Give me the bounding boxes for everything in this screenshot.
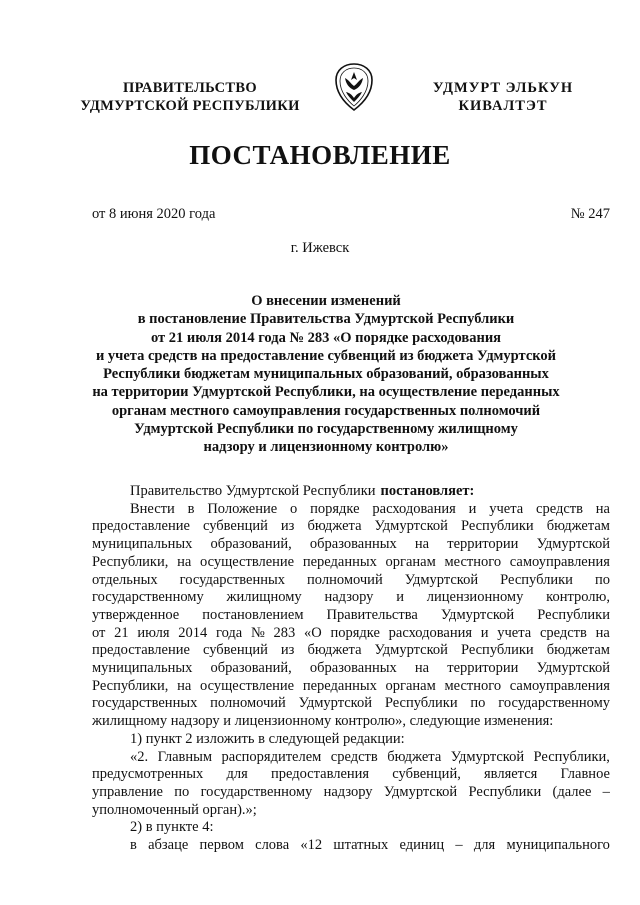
word: по	[594, 571, 610, 588]
body-line	[92, 660, 610, 678]
word: субвенций	[202, 518, 268, 535]
word: Удмуртской	[383, 783, 458, 800]
word: осуществление	[199, 553, 295, 570]
quote-line	[92, 766, 610, 784]
word: на	[595, 500, 610, 517]
word: государственному	[200, 783, 313, 800]
word: на	[177, 553, 192, 570]
intro-verb: постановляет:	[380, 483, 475, 499]
word: Положение	[207, 500, 278, 517]
word: по	[174, 783, 190, 800]
word: надзору	[323, 783, 373, 800]
word: года	[215, 624, 243, 641]
header-left-line1: ПРАВИТЕЛЬСТВО	[123, 80, 257, 96]
word: и	[480, 624, 489, 641]
word: субвенций,	[392, 766, 461, 783]
word: осуществление	[199, 677, 295, 694]
word: абзаце	[148, 837, 189, 854]
body-intro	[92, 483, 610, 501]
word: 283	[273, 624, 296, 641]
word: постановлением	[202, 606, 304, 623]
subject-line: О внесении изменений	[251, 293, 401, 309]
word: Удмуртской	[536, 536, 610, 553]
word: является	[484, 766, 538, 783]
word: местного	[444, 677, 502, 694]
word: на	[177, 677, 192, 694]
word: управление	[92, 783, 163, 800]
word: Удмуртской	[374, 642, 448, 659]
word: бюджетам	[546, 642, 610, 659]
word: Удмуртской	[536, 660, 610, 677]
word: государственных	[92, 695, 198, 712]
word: государственному	[92, 589, 204, 606]
word: –	[602, 783, 610, 800]
word: Республики	[460, 642, 534, 659]
word: государственных	[179, 571, 285, 588]
word: Республики	[500, 571, 573, 588]
word: из	[280, 642, 295, 659]
word: первом	[199, 837, 244, 854]
body-line	[92, 678, 610, 696]
word: бюджетам	[546, 518, 610, 535]
body-line	[92, 501, 610, 519]
quote-line	[92, 802, 610, 820]
word: надзору	[324, 589, 374, 606]
word: Главное	[560, 766, 610, 783]
subject-line: от 21 июля 2014 года № 283 «О порядке расходования	[150, 329, 502, 346]
word: Республики	[460, 518, 534, 535]
subject-line: и учета средств на предоставление субвенций из бюджета Удмуртской	[95, 347, 557, 364]
word: территории	[447, 536, 519, 553]
word: контролю,	[546, 589, 610, 606]
word: жилищному	[226, 589, 302, 606]
word: расходования	[372, 500, 456, 517]
word: средств	[536, 500, 583, 517]
quote-end-text: уполномоченный орган).»;	[92, 801, 257, 818]
word: Удмуртской	[404, 571, 479, 588]
word: предусмотренных	[92, 766, 204, 783]
word: по	[470, 695, 486, 712]
word: «12	[300, 837, 323, 854]
word: Республики	[537, 606, 610, 623]
word: единиц	[399, 837, 445, 854]
word: бюджета	[387, 748, 442, 765]
word: образований,	[210, 536, 292, 553]
word: порядке	[310, 500, 360, 517]
body-line	[92, 642, 610, 660]
word: из	[280, 518, 295, 535]
word: слова	[255, 837, 290, 854]
word: местного	[444, 553, 502, 570]
word: территории	[447, 660, 519, 677]
body-line	[92, 572, 610, 590]
word: муниципального	[506, 837, 610, 854]
header-right-line2: КИВАЛТЭТ	[458, 98, 548, 114]
word: образованных	[309, 536, 397, 553]
word: Главным	[157, 748, 213, 765]
subject-line: в постановление Правительства Удмуртской Республики	[137, 311, 515, 328]
list-item-text: 1) пункт 2 изложить в следующей редакции:	[130, 730, 405, 747]
body-line	[92, 589, 610, 607]
word: Республики	[384, 695, 458, 712]
word: в	[187, 500, 195, 517]
quote-line	[92, 749, 610, 767]
word: предоставление	[92, 642, 190, 659]
word: 21	[114, 624, 129, 641]
word: Удмуртской	[374, 518, 448, 535]
body-line	[92, 554, 610, 572]
word: самоуправления	[509, 677, 610, 694]
word: Республики,	[92, 677, 169, 694]
word: полномочий	[307, 571, 383, 588]
header-left	[80, 79, 300, 115]
list-item-text: 2) в пункте 4:	[130, 819, 214, 836]
word: о	[290, 500, 298, 517]
word: образований,	[210, 660, 292, 677]
list-item-1	[92, 731, 610, 749]
word: Республики	[468, 783, 542, 800]
word: переданных	[302, 677, 377, 694]
word: бюджета	[307, 518, 362, 535]
body-line	[92, 713, 610, 731]
word: в	[130, 837, 137, 854]
word: Республики,	[92, 553, 169, 570]
word: «О	[304, 624, 322, 641]
document-city: г. Ижевск	[290, 240, 350, 256]
coat-of-arms-icon	[332, 62, 376, 112]
header-left-line2: УДМУРТСКОЙ РЕСПУБЛИКИ	[80, 98, 300, 114]
word: и	[396, 589, 404, 606]
word: Удмуртской	[450, 748, 525, 765]
word: средств	[330, 748, 378, 765]
word: 2014	[178, 624, 208, 641]
header-right	[418, 79, 588, 115]
list-item-2	[92, 819, 610, 837]
word: для	[226, 766, 248, 783]
word: –	[455, 837, 463, 854]
body-line	[92, 518, 610, 536]
word: штатных	[333, 837, 389, 854]
word: порядке	[330, 624, 380, 641]
word: полномочий	[210, 695, 286, 712]
word: учета	[489, 500, 524, 517]
body-line	[92, 625, 610, 643]
body-line	[92, 837, 610, 855]
word: Удмуртской	[440, 606, 515, 623]
word: на	[414, 660, 430, 677]
quote-line	[92, 784, 610, 802]
word: лицензионному	[426, 589, 524, 606]
word: Удмуртской	[298, 695, 373, 712]
word: распорядителем	[221, 748, 322, 765]
subject-line: на территории Удмуртской Республики, на осуществление переданных	[92, 384, 560, 401]
word: для	[473, 837, 496, 854]
word: (далее	[552, 783, 592, 800]
word: №	[250, 624, 265, 641]
subject-line: надзору и лицензионному контролю»	[203, 439, 449, 456]
word: бюджета	[307, 642, 362, 659]
document-number: № 247	[570, 206, 610, 222]
body-line-text: жилищному надзору и лицензионному контролю», следующие изменения:	[92, 713, 554, 730]
word: государственному	[498, 695, 610, 712]
word: переданных	[302, 553, 377, 570]
word: субвенций	[202, 642, 268, 659]
document-subject	[88, 292, 564, 457]
document-title: ПОСТАНОВЛЕНИЕ	[189, 140, 451, 170]
word: образованных	[309, 660, 397, 677]
document-date: от 8 июня 2020 года	[92, 206, 216, 222]
word: муниципальных	[92, 660, 193, 677]
subject-line: органам местного самоуправления государственных полномочий	[111, 402, 541, 419]
word: на	[414, 536, 430, 553]
word: «2.	[130, 748, 149, 765]
word: Правительства	[326, 606, 418, 623]
header-right-line1: УДМУРТ ЭЛЬКУН	[432, 80, 574, 96]
subject-line: Республики бюджетам муниципальных образований, образованных	[103, 366, 549, 383]
body-line	[92, 536, 610, 554]
word: органам	[385, 677, 436, 694]
intro-text: Правительство Удмуртской Республики	[130, 483, 376, 499]
word: утвержденное	[92, 606, 180, 623]
word: от	[92, 624, 106, 641]
word: предоставление	[92, 518, 190, 535]
word: средств	[539, 624, 587, 641]
document-body	[92, 483, 610, 855]
word: Республики,	[533, 748, 610, 765]
word: июля	[137, 624, 170, 641]
word: учета	[497, 624, 532, 641]
word: Внести	[130, 500, 175, 517]
word: отдельных	[92, 571, 158, 588]
body-line	[92, 695, 610, 713]
word: муниципальных	[92, 536, 193, 553]
word: предоставления	[270, 766, 370, 783]
subject-line: Удмуртской Республики по государственному жилищному	[134, 421, 518, 438]
body-line	[92, 607, 610, 625]
word: расходования	[388, 624, 473, 641]
word: и	[468, 500, 477, 517]
word: самоуправления	[509, 553, 610, 570]
word: органам	[385, 553, 436, 570]
word: на	[595, 624, 610, 641]
